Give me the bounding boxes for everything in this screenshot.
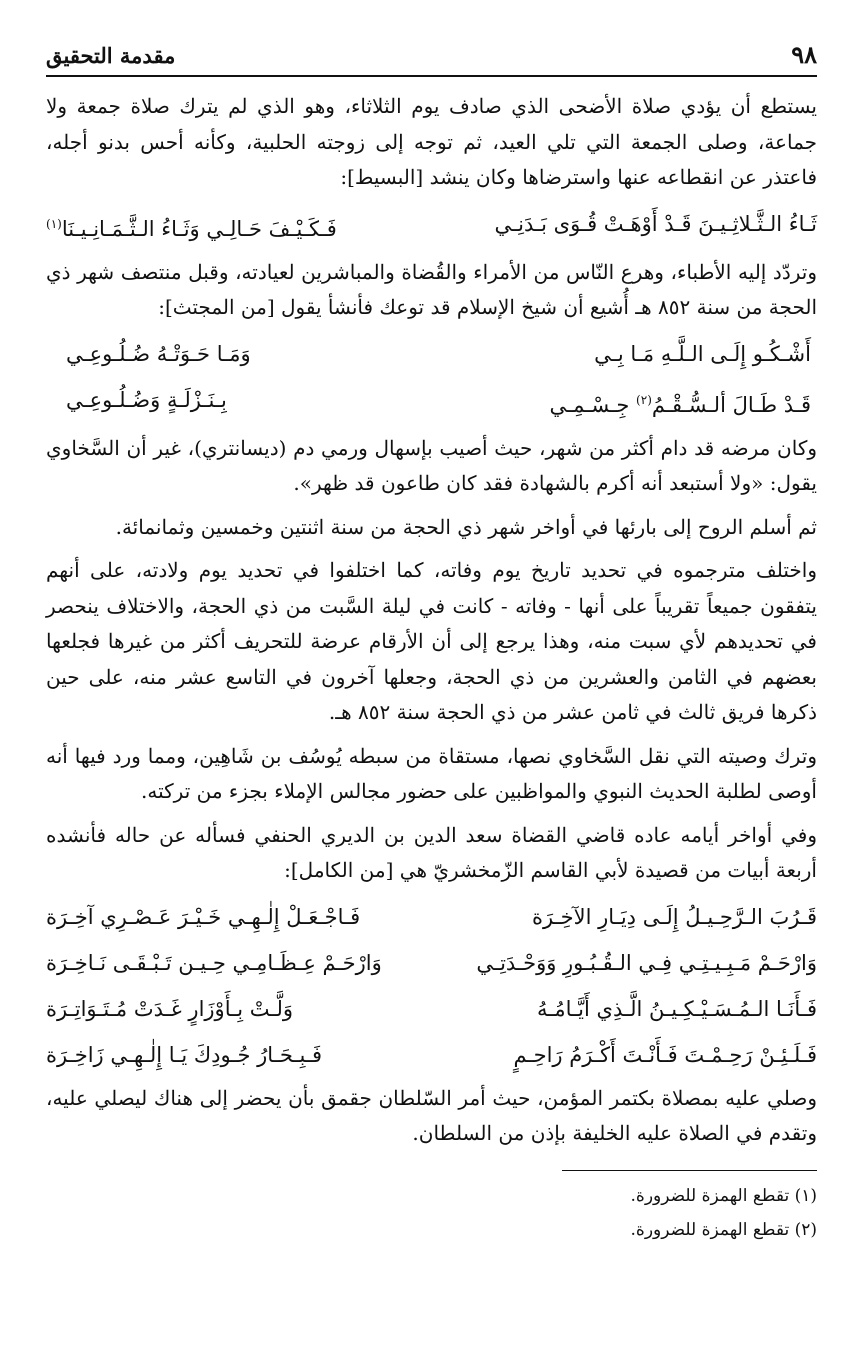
verse-hemistich-first: قَـدْ طَـالَ ألـسُّـقْـمُ$^{(٢)}$ جِـسْـمِـي [549, 392, 811, 417]
verse-line [46, 204, 817, 249]
paragraph: وفي أواخر أيامه عاده قاضي القضاة سعد الدين بن الديري الحنفي فسأله عن حاله فأنشده أربعة أبيات من قصيدة لأبي القاسم الزّمخشريّ هي [من الكامل]: [46, 822, 817, 882]
footnote-marker: (١) [46, 216, 62, 231]
verse-hemistich-first: فَـأَنَـا الـمُـسَـيْـكِـيـنُ الَّـذِي أَيَّـامُـهُ [536, 996, 817, 1021]
paragraph: يستطع أن يؤدي صلاة الأضحى الذي صادف يوم الثلاثاء، وهو الذي لم يترك صلاة جمعة ولا جماعة، وصلى الجمعة التي تلي العيد، ثم توجه إلى زوجته الحلبية، وكأنه أحس بدنو أجله، فاعتذر عن انقطاعه عنها واسترضاها وكان ينشد [البسيط]: [46, 94, 817, 189]
page-header [46, 40, 817, 77]
footnote: (١) تقطع الهمزة للضرورة. [630, 1185, 817, 1206]
verse-hemistich-second: وَارْحَـمْ عِـظَـامِـي حِـيـن تَـبْـقَـى نَـاخِـرَة [46, 950, 382, 975]
verse-hemistich-first: فَـلَـئِـنْ رَحِـمْـتَ فَـأَنْـتَ أَكْـرَمُ رَاحِـمٍ [513, 1042, 817, 1067]
paragraph: ثم أسلم الروح إلى بارئها في أواخر شهر ذي الحجة من سنة اثنتين وخمسين وثمانمائة. [115, 514, 817, 539]
verse-line [46, 989, 817, 1029]
footnotes [46, 1181, 817, 1245]
verse-line [46, 334, 817, 374]
book-page [46, 40, 817, 1370]
verse-hemistich-second: فَـبِـحَـارُ جُـودِكَ يَـا إِلٰـهِـي زَاخِـرَة [46, 1042, 323, 1067]
footnote-divider [562, 1170, 817, 1171]
verse-line [46, 897, 817, 937]
verse-line [46, 380, 817, 425]
paragraph: وترك وصيته التي نقل السَّخاوي نصها، مستقاة من سبطه يُوسُف بن شَاهِين، ومما ورد فيها أنه أوصى لطلبة الحديث النبوي والمواظبين على حضور مجالس الإملاء بجزء من تركته. [46, 743, 817, 803]
footnote: (٢) تقطع الهمزة للضرورة. [630, 1219, 817, 1240]
verse-line [46, 1035, 817, 1075]
verse-hemistich-second: وَمَـا حَـوَتْـهُ ضُـلُـوعِـي [66, 341, 251, 366]
verse-hemistich-first: قَـرُبَ الـرَّحِـيـلُ إِلَـى دِيَـارِ الآخِـرَة [531, 904, 817, 929]
verse-hemistich-first: ثَـاءُ الـثَّـلاثِـيـنَ قَـدْ أَوْهَـتْ قُـوَى بَـدَنِـي [494, 211, 817, 236]
main-text [46, 89, 817, 1152]
paragraph: وتردّد إليه الأطباء، وهرع النّاس من الأمراء والقُضاة والمباشرين لعيادته، وقبل منتصف شهر ذي الحجة من سنة ٨٥٢ هـ أُشيع أن شيخ الإسلام قد توعك فأنشأ يقول [من المجتث]: [46, 259, 817, 319]
verse-hemistich-second: بِـنَـزْلَـةٍ وَضُـلُـوعِـي [66, 387, 227, 412]
verse-hemistich-second: وَلَّـتْ بِـأَوْزَارٍ غَـدَتْ مُـتَـوَاتِـرَة [46, 996, 294, 1021]
verse-hemistich-second: فَـاجْـعَـلْ إِلٰـهِـي خَـيْـرَ عَـصْـرِي آخِـرَة [46, 904, 361, 929]
verse-hemistich-first: وَارْحَـمْ مَـبِـيـتِـي فِـي الـقُـبُـورِ وَوَحْـدَتِـي [476, 950, 817, 975]
page-number: ٩٨ [791, 40, 817, 69]
verse-hemistich-second: فَـكَـيْـفَ حَـالِـي وَثَـاءُ الـثَّـمَـانِـيـنَا$^{(١)}$ [46, 216, 337, 241]
verse-hemistich-first: أَشْـكُـو إِلَـى الـلَّـهِ مَـا بِـي [594, 341, 811, 366]
running-title: مقدمة التحقيق [46, 43, 176, 68]
paragraph: وصلي عليه بمصلاة بكتمر المؤمن، حيث أمر السّلطان جقمق بأن يحضر إلى هناك ليصلي عليه، وتقدم في الصلاة عليه الخليفة بإذن من السلطان. [46, 1085, 817, 1145]
paragraph: وكان مرضه قد دام أكثر من شهر، حيث أصيب بإسهال ورمي دم (ديسانتري)، غير أن السَّخاوي يقول: «ولا أستبعد أنه أكرم بالشهادة فقد كان طاعون قد ظهر». [46, 435, 817, 495]
verse-line [46, 943, 817, 983]
footnote-marker: (٢) [636, 392, 652, 407]
paragraph: واختلف مترجموه في تحديد تاريخ يوم وفاته، كما اختلفوا في تحديد يوم ولادته، على أنهم يتفقون جميعاً تقريباً على أنها - وفاته - كانت في ليلة السَّبت من ذي الحجة، والاختلاف ينحصر في تحديدهم لأي سبت منه، وهذا يرجع إلى أن الأرقام عرضة للتحريف أكثر من غيرها فجلعها بعضهم في الثامن والعشرين من ذي الحجة، وجعلها آخرون في التاسع عشر منه، على حين ذكرها فريق ثالث في ثامن عشر من ذي الحجة سنة ٨٥٢ هـ. [46, 558, 817, 724]
